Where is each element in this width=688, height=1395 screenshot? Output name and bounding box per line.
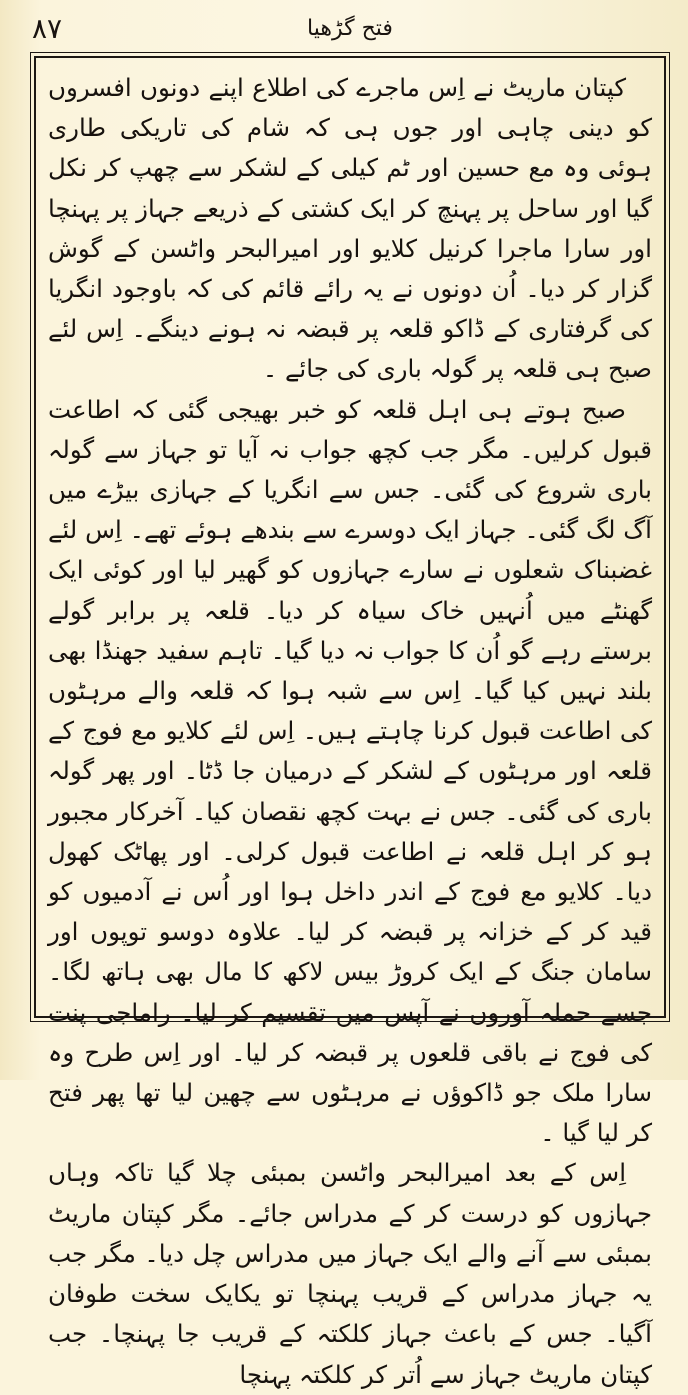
text-frame bbox=[34, 56, 666, 1389]
paragraph-1: کپتان ماریٹ نے اِس ماجرے کی اطلاع اپنے دونوں افسروں کو دینی چاہی اور جوں ہی کہ شام کی تاریکی طاری ہوئی وہ مع حسین اور ٹم کیلی کے لشکر سے چھپ کر نکل گیا اور ساحل پر پہنچ کر ایک کشتی کے ذریعے جہاز پر پہنچا اور سارا ماجرا کرنیل کلایو اور امیرالبحر واٹسن کے گوش گزار کر دیا۔ اُن دونوں نے یہ رائے قائم کی کہ باوجود انگریا کی گرفتاری کے ڈاکو قلعہ پر قبضہ نہ ہونے دینگے۔ اِس لئے صبح ہی قلعہ پر گولہ باری کی جائے ۔ bbox=[48, 73, 652, 384]
body-text bbox=[48, 68, 652, 1389]
running-title: فتح گڑھیا bbox=[307, 16, 393, 41]
paragraph-3: اِس کے بعد امیرالبحر واٹسن بمبئی چلا گیا تاکہ وہاں جہازوں کو درست کر کے مدراس جائے۔ مگر کپتان ماریٹ بمبئی سے آنے والے ایک جہاز میں مدراس چل دیا۔ مگر جب یہ جہاز مدراس کے قریب پہنچا تو یکایک سخت طوفان آگیا۔ جس کے باعث جہاز کلکتہ کے قریب جا پہنچا۔ جب کپتان ماریٹ جہاز سے اُتر کر کلکتہ پہنچا bbox=[48, 1158, 652, 1389]
page-number: ۸۷ bbox=[32, 12, 63, 45]
paragraph-2: صبح ہوتے ہی اہل قلعہ کو خبر بھیجی گئی کہ اطاعت قبول کرلیں۔ مگر جب کچھ جواب نہ آیا تو جہاز سے گولہ باری شروع کی گئی۔ جس سے انگریا کے جہازی بیڑے میں آگ لگ گئی۔ جہاز ایک دوسرے سے بندھے ہوئے تھے۔ اِس لئے غضبناک شعلوں نے سارے جہازوں کو گھیر لیا اور کوئی ایک گھنٹے میں اُنہیں خاک سیاہ کر دیا۔ قلعہ پر برابر گولے برستے رہے گو اُن کا جواب نہ دیا گیا۔ تاہم سفید جھنڈا بھی بلند نہیں کیا گیا۔ اِس سے شبہ ہوا کہ قلعہ والے مرہٹوں کی اطاعت قبول کرنا چاہتے ہیں۔ اِس لئے کلایو مع فوج کے قلعہ اور مرہٹوں کے لشکر کے درمیان جا ڈٹا۔ اور پھر گولہ باری کی گئی۔ جس نے بہت کچھ نقصان کیا۔ آخرکار مجبور ہو کر اہل قلعہ نے اطاعت قبول کرلی۔ اور پھاٹک کھول دیا۔ کلایو مع فوج کے اندر داخل ہوا اور اُس نے آدمیوں کو قید کر کے خزانہ پر قبضہ کر لیا۔ علاوہ دوسو توپوں اور سامان جنگ کے ایک کروڑ بیس لاکھ کا مال بھی ہاتھ لگا۔ جسے حملہ آوروں نے آپس میں تقسیم کر لیا۔ راماجی پنت کی فوج نے باقی قلعوں پر قبضہ کر لیا۔ اور اِس طرح وہ سارا ملک جو ڈاکوؤں نے مرہٹوں سے چھین لیا تھا پھر فتح کر لیا گیا ۔ bbox=[48, 394, 652, 1148]
